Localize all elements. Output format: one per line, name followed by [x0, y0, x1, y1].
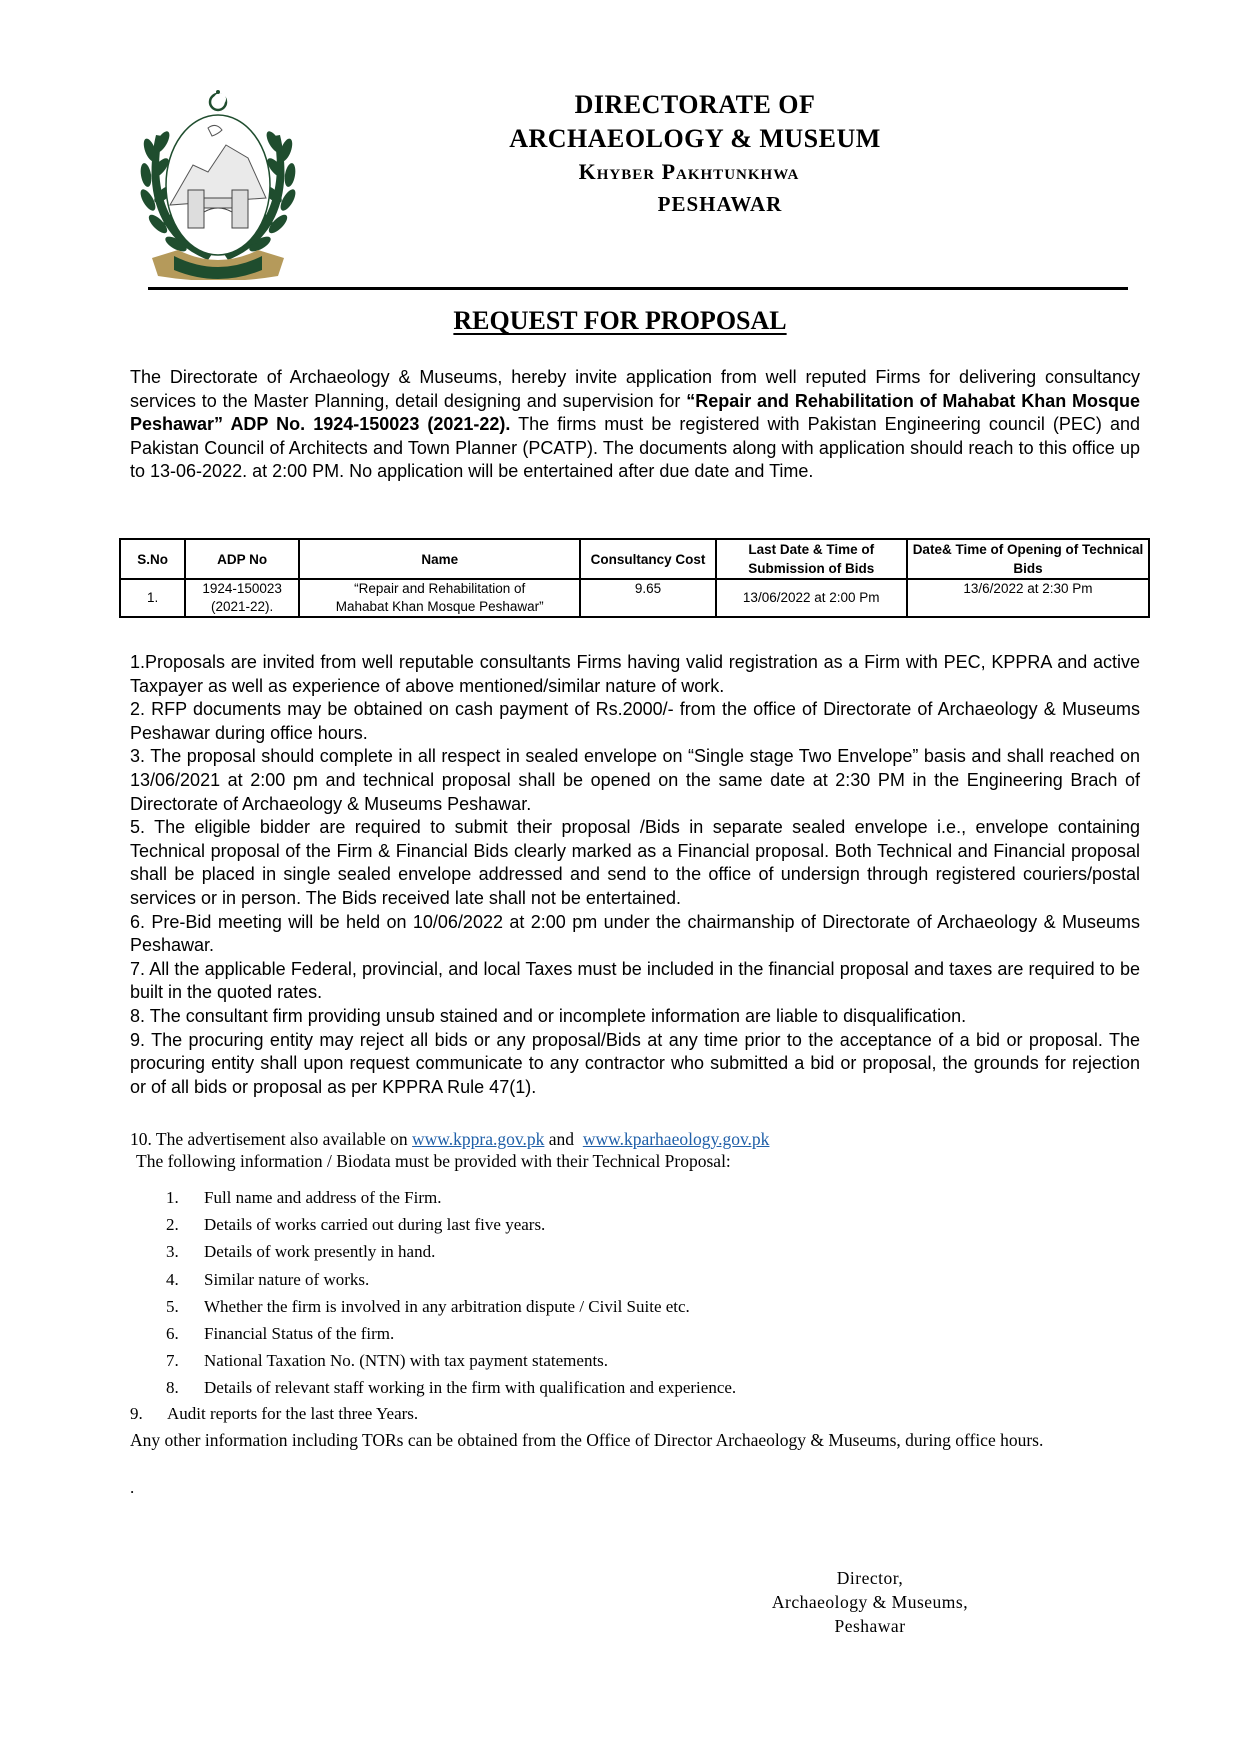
list-item: [166, 1347, 736, 1374]
clause-5: 5. The eligible bidder are required to submit their proposal /Bids in separate sealed envelope i.e., envelope containing Technical proposal of the Firm & Financial Bids clearly marked as a Financial proposal. Both Technical and Financial proposal shall be placed in single sealed envelope addressed and send to the office of undersign through registered couriers/postal services or in person. The Bids received late shall not be entertained.: [130, 817, 1140, 908]
cell-opening: 13/6/2022 at 2:30 Pm: [907, 579, 1149, 617]
org-line-2: ARCHAEOLOGY & MUSEUM: [509, 124, 881, 153]
col-header-cost: Consultancy Cost: [580, 539, 715, 579]
organization-heading: [460, 88, 960, 220]
list-item-number: 9.: [130, 1404, 143, 1423]
signature-city: Peshawar: [834, 1616, 906, 1636]
biodata-list: [166, 1184, 736, 1402]
kparhaeology-link[interactable]: www.kparhaeology.gov.pk: [582, 1129, 770, 1149]
kppra-link[interactable]: www.kppra.gov.pk: [412, 1129, 545, 1149]
list-item: [166, 1238, 736, 1265]
intro-text-1: The Directorate of Archaeology & Museums, hereby invite application from well reputed Firms for delivering consultancy services to the Master Planning, detail designing and supervision for: [130, 367, 1140, 411]
table-row: [120, 579, 1149, 617]
trailing-dot: .: [130, 1478, 135, 1497]
clause-8: 8. The consultant firm providing unsub stained and or incomplete information are liable to disqualification.: [130, 1005, 967, 1026]
table-header-row: [120, 539, 1149, 579]
intro-text-2: The firms must be registered with Pakistan Engineering council (PEC) and Pakistan Council of Architects and Town Planner (PCATP). The documents along with application should reach to this office up to 13-06-2022. at 2:00 PM. No application will be entertained after due date and Time.: [130, 414, 1140, 482]
col-header-opening: Date& Time of Opening of Technical Bids: [907, 539, 1149, 579]
list-item: [166, 1211, 736, 1238]
list-item-number: 2.: [166, 1215, 179, 1235]
list-item: [166, 1184, 736, 1211]
list-item-text: National Taxation No. (NTN) with tax payment statements.: [204, 1351, 609, 1371]
col-header-submission: Last Date & Time of Submission of Bids: [716, 539, 907, 579]
list-item-number: 4.: [166, 1269, 179, 1289]
signature-block: [730, 1566, 1010, 1638]
org-line-4: PESHAWAR: [657, 192, 783, 216]
clause-6: 6. Pre-Bid meeting will be held on 10/06/2022 at 2:00 pm under the chairmanship of Directorate of Archaeology & Museums Peshawar.: [130, 911, 1140, 956]
list-item-text: Details of relevant staff working in the firm with qualification and experience.: [204, 1378, 737, 1398]
clause-10-advertisement: [130, 1128, 1140, 1150]
header-divider: [148, 287, 1128, 290]
list-item-text: Whether the firm is involved in any arbitration dispute / Civil Suite etc.: [204, 1296, 690, 1316]
org-line-3: Khyber Pakhtunkhwa: [578, 159, 800, 184]
cell-name-line1: “Repair and Rehabilitation of: [354, 581, 526, 596]
clause-1: 1.Proposals are invited from well reputable consultants Firms having valid registration as a Firm with PEC, KPPRA and active Taxpayer as well as experience of above mentioned/similar nature of work.: [130, 652, 1140, 696]
list-item-number: 8.: [166, 1378, 179, 1398]
kp-government-emblem-icon: [138, 80, 298, 280]
list-item-number: 5.: [166, 1296, 179, 1316]
list-item: [166, 1320, 736, 1347]
clause-2: 2. RFP documents may be obtained on cash payment of Rs.2000/- from the office of Directorate of Archaeology & Museums Peshawar during office hours.: [130, 699, 1140, 743]
advertisement-middle: and: [544, 1129, 583, 1149]
list-item: [166, 1374, 736, 1401]
list-item-number: 3.: [166, 1242, 179, 1262]
list-item-number: 7.: [166, 1351, 179, 1371]
list-item-text: Details of works carried out during last five years.: [204, 1215, 546, 1235]
list-item-number: 1.: [166, 1188, 179, 1207]
cell-sno: 1.: [120, 579, 185, 617]
rfp-schedule-table: [119, 538, 1150, 618]
cell-adp-line2: (2021-22).: [211, 599, 274, 614]
list-item-text: Full name and address of the Firm.: [204, 1188, 442, 1207]
page-title: REQUEST FOR PROPOSAL: [453, 306, 787, 335]
clause-9: 9. The procuring entity may reject all bids or any proposal/Bids at any time prior to the acceptance of a bid or proposal. The procuring entity shall upon request communicate to any contractor who submitted a bid or proposal, the grounds for rejection or of all bids or proposal as per KPPRA Rule 47(1).: [130, 1029, 1140, 1097]
signature-title: Director,: [836, 1568, 904, 1588]
intro-paragraph: [130, 366, 1140, 484]
col-header-adp: ADP No: [185, 539, 299, 579]
clause-7: 7. All the applicable Federal, provincial, and local Taxes must be included in the financial proposal and taxes are required to be built in the quoted rates.: [130, 958, 1140, 1003]
cell-adp: [185, 579, 299, 617]
signature-department: Archaeology & Museums,: [771, 1592, 969, 1612]
list-item-number: 6.: [166, 1323, 179, 1343]
col-header-sno: S.No: [120, 539, 185, 579]
biodata-item-9: [130, 1403, 418, 1425]
list-item-text: Details of work presently in hand.: [204, 1242, 436, 1262]
advertisement-prefix: 10. The advertisement also available on: [130, 1129, 413, 1149]
cell-name: [299, 579, 580, 617]
cell-submission: 13/06/2022 at 2:00 Pm: [716, 579, 907, 617]
col-header-name: Name: [299, 539, 580, 579]
intro-project-title: “Repair and Rehabilitation of Mahabat Khan Mosque Peshawar” ADP No. 1924-150023 (2021-22).: [130, 390, 1140, 435]
terms-clauses: [130, 651, 1140, 1099]
biodata-intro: The following information / Biodata must be provided with their Technical Proposal:: [136, 1151, 731, 1171]
list-item-text: Audit reports for the last three Years.: [167, 1404, 419, 1423]
org-line-1: DIRECTORATE OF: [574, 90, 816, 119]
list-item: [166, 1293, 736, 1320]
cell-cost: 9.65: [580, 579, 715, 617]
clause-3: 3. The proposal should complete in all respect in sealed envelope on “Single stage Two Envelope” basis and shall reached on 13/06/2021 at 2:00 pm and technical proposal shall be opened on the same date at 2:30 PM in the Engineering Brach of Directorate of Archaeology & Museums Peshawar.: [130, 746, 1140, 814]
list-item-text: Financial Status of the firm.: [204, 1323, 395, 1343]
list-item-text: Similar nature of works.: [204, 1269, 370, 1289]
list-item: [166, 1266, 736, 1293]
cell-adp-line1: 1924-150023: [202, 581, 282, 596]
cell-name-line2: Mahabat Khan Mosque Peshawar”: [335, 599, 544, 614]
other-information-note: Any other information including TORs can be obtained from the Office of Director Archaeology & Museums, during office hours.: [130, 1430, 1044, 1450]
